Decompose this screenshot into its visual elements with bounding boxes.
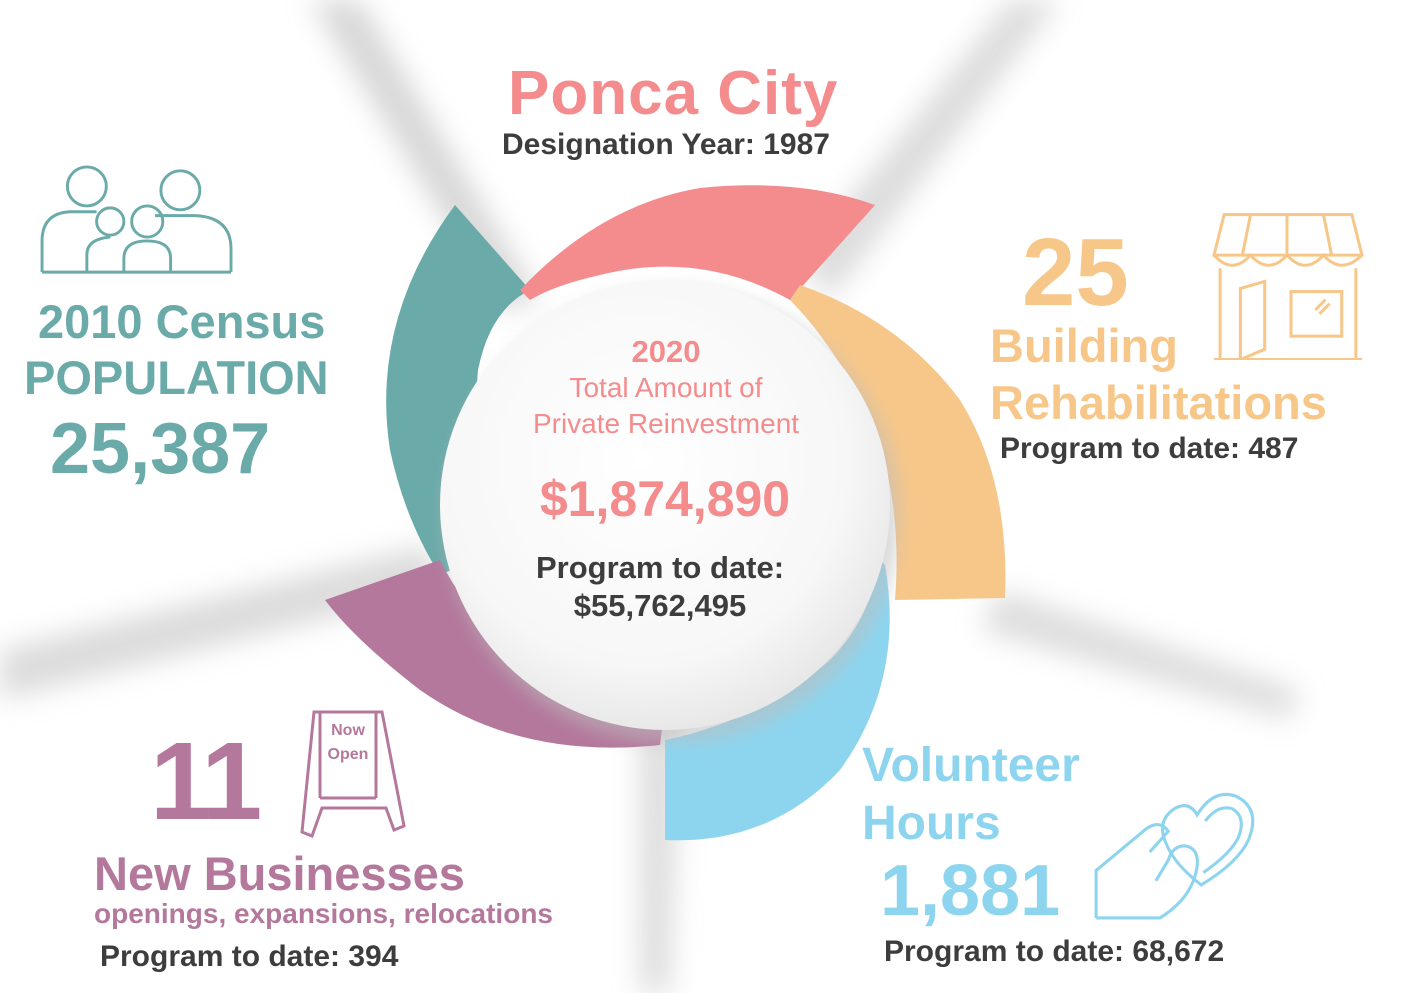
center-year: 2020: [631, 334, 701, 369]
city-title: Ponca City: [508, 59, 839, 128]
buildings-ptd: Program to date: 487: [1000, 432, 1299, 465]
census-value: 25,387: [50, 409, 271, 489]
family-icon: [40, 165, 235, 277]
center-ptd-label: Program to date:: [535, 550, 785, 585]
sign-open-text: Open: [327, 746, 369, 763]
buildings-value: 25: [1022, 219, 1129, 326]
businesses-ptd: Program to date: 394: [100, 940, 399, 973]
center-amount: $1,874,890: [539, 471, 791, 527]
volunteer-line1: Volunteer: [862, 739, 1080, 792]
census-line1: 2010 Census: [38, 295, 326, 348]
center-ptd-value: $55,762,495: [573, 588, 747, 623]
center-line2: Private Reinvestment: [532, 408, 800, 439]
census-line2: POPULATION: [24, 351, 329, 404]
hand-heart-icon: [1094, 786, 1259, 920]
businesses-line1: New Businesses: [94, 847, 465, 900]
volunteer-value: 1,881: [880, 851, 1061, 931]
center-line1: Total Amount of: [569, 372, 763, 403]
businesses-value: 11: [150, 720, 259, 843]
sign-now-text: Now: [331, 722, 365, 739]
volunteer-line2: Hours: [862, 797, 1001, 850]
volunteer-ptd: Program to date: 68,672: [884, 935, 1225, 968]
buildings-line2: Rehabilitations: [990, 376, 1327, 429]
now-open-sign-icon: [298, 708, 410, 838]
designation-year: Designation Year: 1987: [502, 128, 830, 161]
storefront-icon: [1212, 212, 1364, 360]
businesses-line2: openings, expansions, relocations: [94, 898, 553, 929]
buildings-line1: Building: [990, 319, 1178, 372]
